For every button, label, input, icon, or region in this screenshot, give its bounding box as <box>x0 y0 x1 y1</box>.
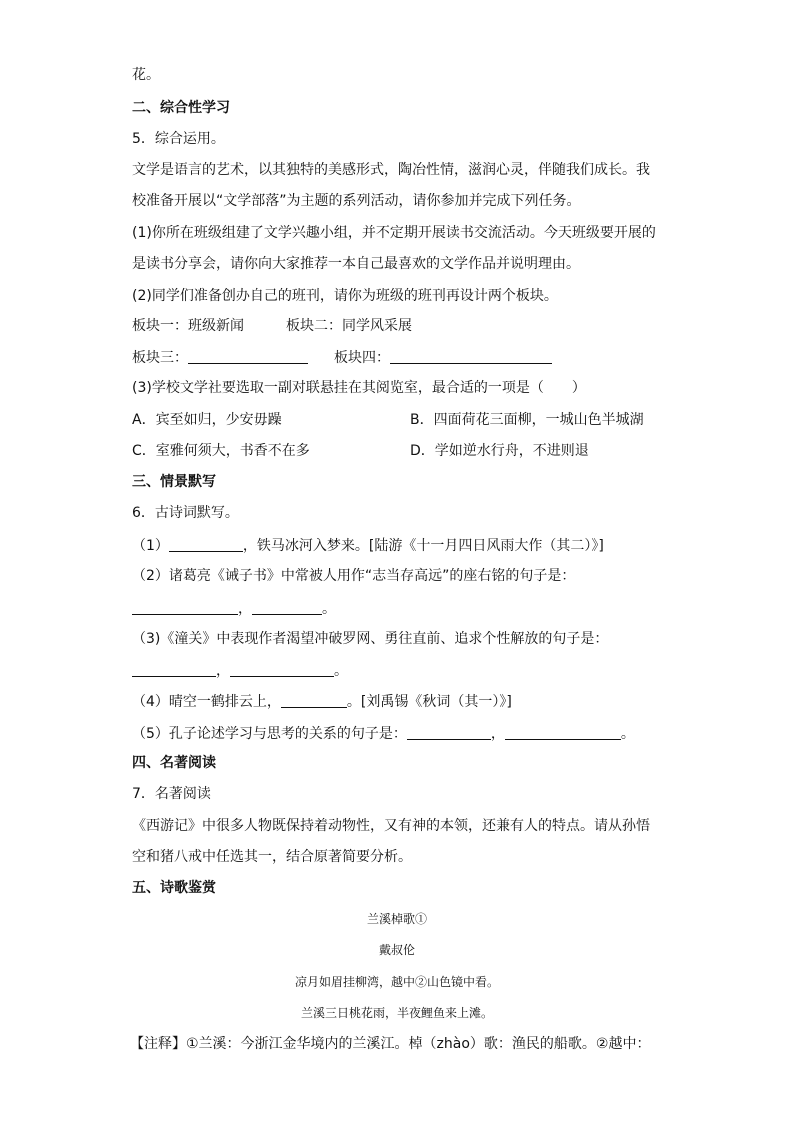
comma: ， <box>216 663 230 679</box>
poem-line-1: 凉月如眉挂柳湾，越中②山色镜中看。 <box>294 975 499 989</box>
board-3-blank[interactable] <box>188 349 308 364</box>
poem-notes: 【注释】①兰溪：今浙江金华境内的兰溪江。棹（zhào）歌：渔民的船歌。②越中： <box>130 1036 651 1052</box>
dictation-1 <box>132 537 662 554</box>
dictation-1-number: （1） <box>132 538 169 554</box>
dictation-4-text: （4）晴空一鹤排云上， <box>132 694 281 710</box>
task-1-line-1: (1)你所在班级组建了文学兴趣小组，并不定期开展读书交流活动。今天班级要开展的 <box>132 225 656 241</box>
poem-title: 兰溪棹歌① <box>366 912 427 926</box>
option-b[interactable]: B．四面荷花三面柳，一城山色半城湖 <box>410 412 644 428</box>
question-7-line-2: 空和猪八戒中任选其一，结合原著简要分析。 <box>132 849 412 865</box>
board-4-blank[interactable] <box>390 349 552 364</box>
question-5-title: 5．综合运用。 <box>132 131 225 147</box>
question-7-title: 7．名著阅读 <box>132 786 211 802</box>
board-3-label: 板块三： <box>132 350 188 366</box>
question-6-title: 6．古诗词默写。 <box>132 505 239 521</box>
board-4-label: 板块四： <box>334 350 390 366</box>
dictation-4-blank[interactable] <box>281 693 347 708</box>
dictation-5-text: （5）孔子论述学习与思考的关系的句子是： <box>132 726 407 742</box>
task-1-line-2: 是读书分享会，请你向大家推荐一本自己最喜欢的文学作品并说明理由。 <box>132 256 580 272</box>
continuation-text: 花。 <box>132 67 160 83</box>
dictation-5-blank-2[interactable] <box>505 725 621 740</box>
dictation-4 <box>132 693 662 710</box>
period: 。 <box>620 726 635 742</box>
dictation-2-answer <box>132 600 662 617</box>
question-7-line-1: 《西游记》中很多人物既保持着动物性，又有神的本领，还兼有人的特点。请从孙悟 <box>132 818 650 834</box>
intro-paragraph-line-2: 校准备开展以“文学部落”为主题的系列活动，请你参加并完成下列任务。 <box>132 193 581 209</box>
dictation-2-blank-1[interactable] <box>132 600 238 615</box>
dictation-3-blank-2[interactable] <box>230 662 334 677</box>
option-a[interactable]: A．宾至如归，少安毋躁 <box>132 412 282 428</box>
board-2: 板块二：同学风采展 <box>286 318 412 334</box>
dictation-5-blank-1[interactable] <box>407 725 491 740</box>
dictation-1-blank[interactable] <box>169 537 243 552</box>
comma: ， <box>490 726 505 742</box>
dictation-4-source: 。[刘禹锡《秋词（其一）》] <box>346 694 512 710</box>
task-3: (3)学校文学社要选取一副对联悬挂在其阅览室，最合适的一项是（ ） <box>132 380 586 396</box>
board-1: 板块一：班级新闻 <box>132 318 244 334</box>
board-row-2 <box>132 349 662 366</box>
section-heading-4: 四、名著阅读 <box>132 755 216 771</box>
poem-author: 戴叔伦 <box>378 943 415 957</box>
poem-line-2: 兰溪三日桃花雨，半夜鲤鱼来上滩。 <box>300 1006 493 1020</box>
period: 。 <box>334 663 348 679</box>
option-d[interactable]: D．学如逆水行舟，不进则退 <box>410 443 589 459</box>
board-row-1 <box>132 318 662 334</box>
section-heading-2: 二、综合性学习 <box>132 100 230 116</box>
dictation-3-blank-1[interactable] <box>132 662 216 677</box>
dictation-3-answer <box>132 662 662 679</box>
intro-paragraph-line-1: 文学是语言的艺术，以其独特的美感形式，陶冶性情，滋润心灵，伴随我们成长。我 <box>132 162 650 178</box>
task-2: (2)同学们准备创办自己的班刊，请你为班级的班刊再设计两个板块。 <box>132 288 558 304</box>
dictation-2: （2）诸葛亮《诫子书》中常被人用作“志当存高远”的座右铭的句子是： <box>132 568 576 584</box>
comma: ， <box>238 601 252 617</box>
dictation-2-blank-2[interactable] <box>252 600 322 615</box>
section-heading-5: 五、诗歌鉴赏 <box>132 880 216 896</box>
section-heading-3: 三、情景默写 <box>132 474 216 490</box>
option-c[interactable]: C．室雅何须大，书香不在多 <box>132 443 310 459</box>
dictation-5 <box>132 725 662 742</box>
period: 。 <box>322 601 336 617</box>
dictation-3: （3)《潼关》中表现作者渴望冲破罗网、勇往直前、追求个性解放的句子是： <box>132 631 609 647</box>
dictation-1-text: ，铁马冰河入梦来。[陆游《十一月四日风雨大作（其二）》] <box>242 538 604 554</box>
